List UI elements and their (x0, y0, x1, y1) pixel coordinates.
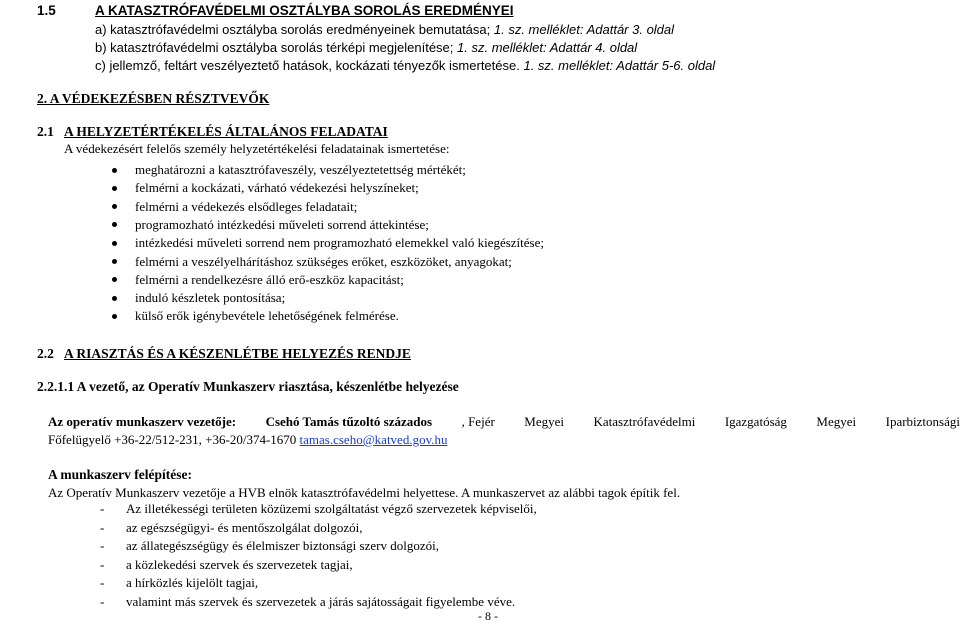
bullet-icon (112, 241, 117, 246)
section-2-1-heading (37, 124, 388, 140)
bullet-icon (112, 259, 117, 264)
leader-text-word: Iparbiztonsági (885, 414, 960, 429)
dash-marker: - (100, 538, 105, 553)
section-2-heading: 2. A VÉDEKEZÉSBEN RÉSZTVEVŐK (37, 91, 270, 106)
member-text: a hírközlés kijelölt tagjai, (126, 575, 259, 590)
section-number: 2.2 (37, 346, 54, 361)
leader-label: Az operatív munkaszerv vezetője: (48, 414, 237, 429)
leader-label-group (48, 414, 236, 430)
list-item (100, 520, 362, 536)
section-1-5-heading (37, 3, 514, 19)
member-text: a közlekedési szervek és szervezetek tagjai, (126, 556, 353, 572)
dash-marker: - (100, 501, 105, 516)
member-text: az egészségügyi- és mentőszolgálat dolgozói, (126, 519, 363, 535)
list-item (100, 538, 439, 554)
dash-marker: - (100, 575, 105, 590)
member-text: az állategészségügy és élelmiszer biztonsági szerv dolgozói, (126, 538, 439, 553)
list-item (100, 557, 353, 573)
email-link[interactable]: tamas.cseho@katved.gov.hu (299, 432, 448, 447)
dash-marker: - (100, 593, 105, 609)
list-item: programozható intézkedési műveleti sorrend áttekintése; (135, 216, 429, 232)
dash-marker: - (100, 556, 105, 572)
list-item (95, 40, 637, 56)
munkaszerv-heading: A munkaszerv felépítése: (48, 467, 192, 482)
list-item (95, 58, 715, 74)
page-number: - 8 - (478, 609, 498, 623)
list-item: felmérni a védekezés elsődleges feladatait; (135, 198, 358, 214)
list-item: induló készletek pontosítása; (135, 290, 286, 306)
list-item (100, 501, 537, 517)
leader-text-word: Megyei (524, 414, 565, 429)
dash-marker: - (100, 519, 105, 535)
list-item: intézkedési műveleti sorrend nem programozható elemekkel való kiegészítése; (135, 235, 544, 251)
munkaszerv-intro: Az Operatív Munkaszerv vezetője a HVB elnök katasztrófavédelmi helyettese. A munkaszervet az alábbi tagok építik fel. (48, 485, 681, 500)
list-item (100, 575, 258, 591)
leader-text-word: Megyei (816, 414, 857, 429)
list-item: felmérni a veszélyelhárításhoz szükséges erőket, eszközöket, anyagokat; (135, 253, 512, 269)
leader-text-word: , Fejér (461, 414, 495, 429)
item-text: a) katasztrófavédelmi osztályba sorolás eredményeinek bemutatása; (95, 22, 494, 37)
section-intro: A védekezésért felelős személy helyzetértékelési feladatainak ismertetése: (64, 141, 450, 156)
bullet-icon (112, 296, 117, 301)
section-title: A RIASZTÁS ÉS A KÉSZENLÉTBE HELYEZÉS RENDJE (64, 346, 411, 361)
list-item (100, 594, 515, 610)
section-title: A HELYZETÉRTÉKELÉS ÁLTALÁNOS FELADATAI (64, 124, 388, 139)
member-text: Az illetékességi területen közüzemi szolgáltatást végző szervezetek képviselői, (126, 501, 537, 516)
leader-phone: Főfelügyelő +36-22/512-231, +36-20/374-1670 (48, 432, 300, 447)
list-item (95, 22, 674, 38)
bullet-icon (112, 222, 117, 227)
section-2-2-heading (37, 346, 411, 362)
item-reference: 1. sz. melléklet: Adattár 4. oldal (457, 40, 638, 55)
section-number: 2.1 (37, 124, 54, 139)
bullet-icon (112, 168, 117, 173)
member-text: valamint más szervek és szervezetek a járás sajátosságait figyelembe véve. (126, 593, 516, 609)
list-item: felmérni a rendelkezésre álló erő-eszköz kapacitást; (135, 271, 404, 287)
list-item: meghatározni a katasztrófaveszély, veszélyeztetettség mértékét; (135, 162, 466, 177)
section-title: A KATASZTRÓFAVÉDELMI OSZTÁLYBA SOROLÁS EREDMÉNYEI (95, 3, 514, 18)
list-item: külső erők igénybevétele lehetőségének felmérése. (135, 308, 399, 324)
item-text: c) jellemző, feltárt veszélyeztető hatások, kockázati tényezők ismertetése. (95, 58, 524, 73)
item-text: b) katasztrófavédelmi osztályba sorolás térképi megjelenítése; (95, 40, 458, 55)
leader-text-word: Katasztrófavédelmi (593, 414, 696, 429)
leader-text-word: Igazgatóság (724, 414, 787, 429)
leader-name: Csehó Tamás tűzoltó százados (265, 414, 433, 429)
item-reference: 1. sz. melléklet: Adattár 3. oldal (493, 22, 675, 37)
section-number: 1.5 (37, 3, 56, 18)
bullet-icon (112, 186, 117, 191)
bullet-icon (112, 314, 117, 319)
operativ-leader-line (48, 414, 960, 430)
bullet-icon (112, 204, 117, 209)
section-2-2-1-1-heading: 2.2.1.1 A vezető, az Operatív Munkaszerv riasztása, készenlétbe helyezése (37, 379, 459, 394)
bullet-icon (112, 277, 117, 282)
item-reference: 1. sz. melléklet: Adattár 5-6. oldal (523, 58, 716, 73)
list-item: felmérni a kockázati, várható védekezési helyszíneket; (135, 180, 419, 196)
operativ-contact-line (48, 432, 447, 448)
